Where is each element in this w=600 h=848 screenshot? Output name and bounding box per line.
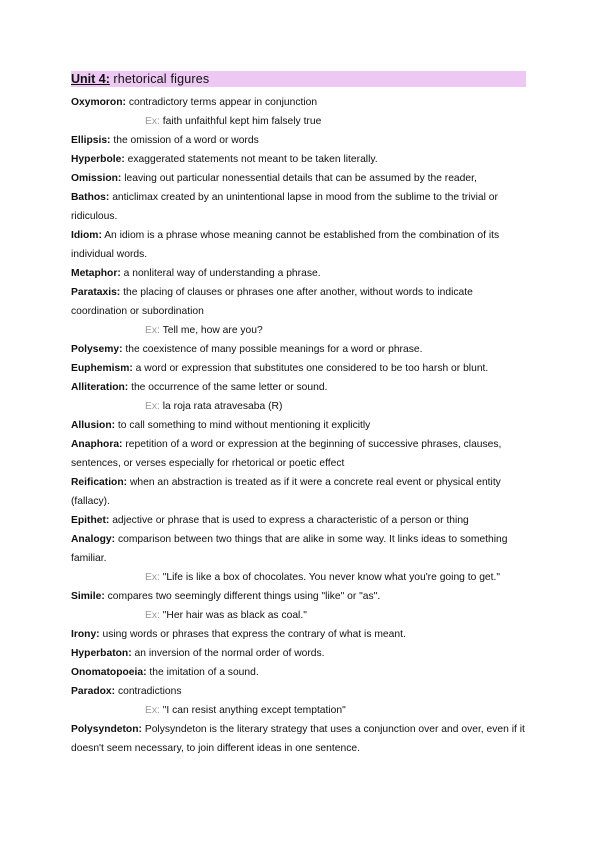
glossary-entry xyxy=(71,682,531,701)
glossary-entry xyxy=(71,150,531,169)
entry-definition: comparison between two things that are alike in some way. It links ideas to something familiar. xyxy=(71,534,508,564)
glossary-entry xyxy=(71,93,531,112)
entry-definition: An idiom is a phrase whose meaning cannot be established from the combination of its individual words. xyxy=(71,230,500,260)
example-text: faith unfaithful kept him falsely true xyxy=(162,116,322,127)
entry-definition: leaving out particular nonessential details that can be assumed by the reader, xyxy=(124,173,477,184)
entry-term: Ellipsis: xyxy=(71,135,111,146)
entry-term: Idiom: xyxy=(71,230,102,241)
entry-definition: a nonliteral way of understanding a phrase. xyxy=(123,268,321,279)
entry-example xyxy=(71,606,531,625)
example-label: Ex: xyxy=(145,610,160,621)
entry-definition: the omission of a word or words xyxy=(113,135,259,146)
example-label: Ex: xyxy=(145,572,160,583)
entry-definition: when an abstraction is treated as if it were a concrete real event or physical entity (fallacy). xyxy=(71,477,501,507)
entry-term: Onomatopoeia: xyxy=(71,667,147,678)
entry-term: Alliteration: xyxy=(71,382,129,393)
entry-definition: the coexistence of many possible meanings for a word or phrase. xyxy=(125,344,423,355)
example-label: Ex: xyxy=(145,325,160,336)
entry-term: Irony: xyxy=(71,629,100,640)
unit-title-bar xyxy=(71,71,526,87)
entry-term: Omission: xyxy=(71,173,122,184)
glossary-entry xyxy=(71,340,531,359)
entry-term: Anaphora: xyxy=(71,439,123,450)
entry-definition: the imitation of a sound. xyxy=(149,667,259,678)
entry-definition: anticlimax created by an unintentional lapse in mood from the sublime to the trivial or ridiculous. xyxy=(71,192,498,222)
glossary-entry xyxy=(71,416,531,435)
glossary-list xyxy=(71,93,531,758)
glossary-entry xyxy=(71,378,531,397)
glossary-entry xyxy=(71,663,531,682)
glossary-entry xyxy=(71,188,531,226)
entry-example xyxy=(71,112,531,131)
entry-definition: to call something to mind without mentioning it explicitly xyxy=(117,420,371,431)
glossary-entry xyxy=(71,264,531,283)
entry-definition: contradictory terms appear in conjunction xyxy=(128,97,318,108)
example-text: la roja rata atravesaba (R) xyxy=(162,401,283,412)
glossary-entry xyxy=(71,530,531,568)
entry-definition: Polysyndeton is the literary strategy that uses a conjunction over and over, even if it doesn't seem necessary, to join different ideas in one sentence. xyxy=(71,724,525,754)
entry-term: Hyperbaton: xyxy=(71,648,132,659)
glossary-entry xyxy=(71,511,531,530)
glossary-entry xyxy=(71,473,531,511)
entry-definition: adjective or phrase that is used to express a characteristic of a person or thing xyxy=(112,515,469,526)
glossary-entry xyxy=(71,283,531,321)
entry-term: Epithet: xyxy=(71,515,110,526)
entry-definition: exaggerated statements not meant to be taken literally. xyxy=(127,154,378,165)
entry-example xyxy=(71,397,531,416)
entry-definition: an inversion of the normal order of words. xyxy=(134,648,325,659)
entry-example xyxy=(71,321,531,340)
glossary-entry xyxy=(71,625,531,644)
entry-term: Analogy: xyxy=(71,534,116,545)
glossary-entry xyxy=(71,226,531,264)
entry-definition: using words or phrases that express the contrary of what is meant. xyxy=(102,629,406,640)
entry-term: Parataxis: xyxy=(71,287,121,298)
unit-subtitle: rhetorical figures xyxy=(113,72,210,86)
example-text: "I can resist anything except temptation" xyxy=(162,705,346,716)
entry-term: Bathos: xyxy=(71,192,110,203)
example-text: "Her hair was as black as coal." xyxy=(162,610,307,621)
entry-definition: compares two seemingly different things using "like" or "as". xyxy=(107,591,381,602)
example-label: Ex: xyxy=(145,705,160,716)
entry-term: Metaphor: xyxy=(71,268,121,279)
example-text: "Life is like a box of chocolates. You never know what you're going to get." xyxy=(162,572,501,583)
entry-definition: contradictions xyxy=(117,686,182,697)
entry-example xyxy=(71,568,531,587)
glossary-entry xyxy=(71,169,531,188)
entry-term: Oxymoron: xyxy=(71,97,126,108)
example-label: Ex: xyxy=(145,401,160,412)
entry-example xyxy=(71,701,531,720)
entry-term: Reification: xyxy=(71,477,128,488)
glossary-entry xyxy=(71,435,531,473)
glossary-entry xyxy=(71,131,531,150)
glossary-entry xyxy=(71,720,531,758)
example-label: Ex: xyxy=(145,116,160,127)
entry-definition: repetition of a word or expression at the beginning of successive phrases, clauses, sentences, or verses especially for rhetorical or poetic effect xyxy=(71,439,502,469)
example-text: Tell me, how are you? xyxy=(162,325,263,336)
entry-definition: the placing of clauses or phrases one after another, without words to indicate coordination or subordination xyxy=(71,287,473,317)
glossary-entry xyxy=(71,359,531,378)
entry-term: Polysemy: xyxy=(71,344,123,355)
entry-definition: the occurrence of the same letter or sound. xyxy=(131,382,328,393)
entry-definition: a word or expression that substitutes one considered to be too harsh or blunt. xyxy=(135,363,489,374)
glossary-entry xyxy=(71,644,531,663)
unit-label: Unit 4: xyxy=(71,72,110,86)
entry-term: Euphemism: xyxy=(71,363,133,374)
entry-term: Simile: xyxy=(71,591,105,602)
glossary-entry xyxy=(71,587,531,606)
entry-term: Allusion: xyxy=(71,420,116,431)
entry-term: Paradox: xyxy=(71,686,116,697)
entry-term: Hyperbole: xyxy=(71,154,125,165)
entry-term: Polysyndeton: xyxy=(71,724,142,735)
